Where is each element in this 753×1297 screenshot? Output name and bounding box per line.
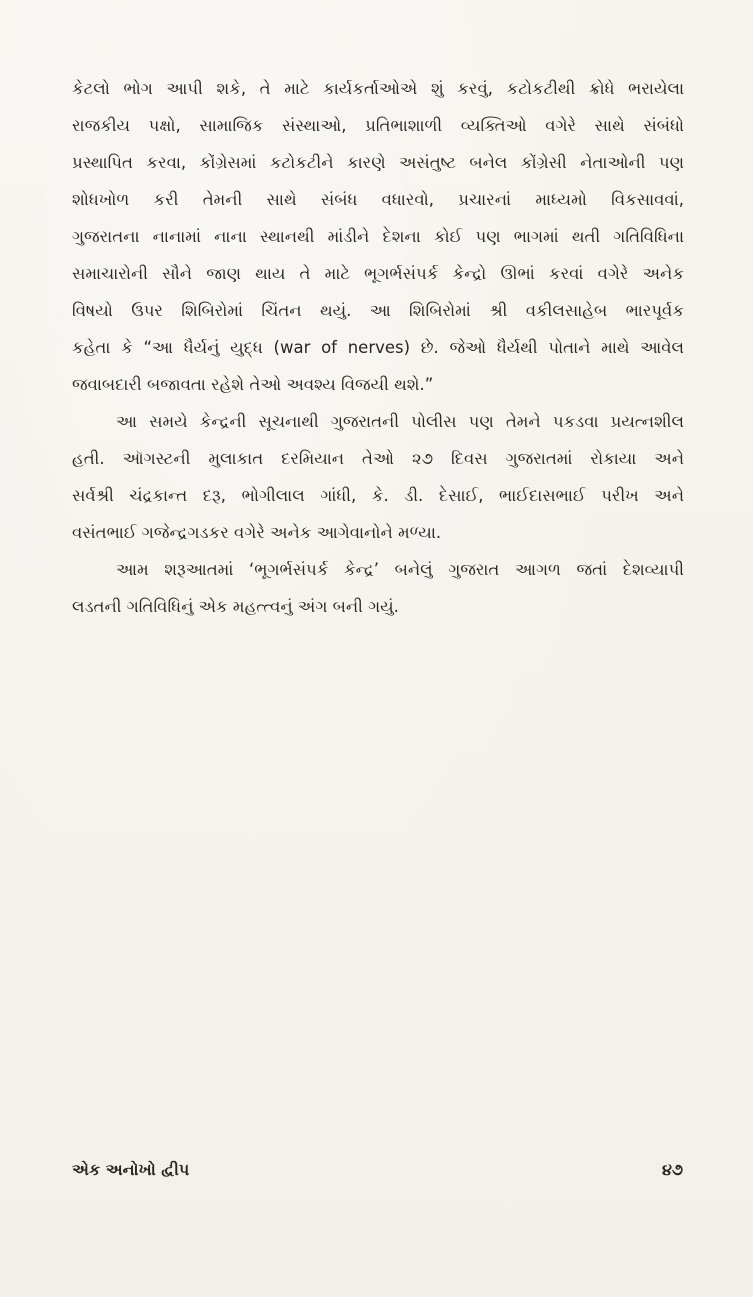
text-line: સમાચારોની સૌને જાણ થાય તે માટે ભૂગર્ભસંપર્ક કેન્દ્રો ઊભાં કરવાં વગેરે અનેક <box>72 264 684 283</box>
text-line: લડતની ગતિવિધિનું એક મહત્ત્વનું અંગ બની ગયું. <box>72 597 399 616</box>
text-line: કહેતા કે “આ ધૈર્યનું યુદ્ધ (war of nerves) છે. જેઓ ધૈર્યથી પોતાને માથે આવેલ <box>72 338 684 357</box>
page-number: ૪૭ <box>661 1160 683 1179</box>
text-line: શોધખોળ કરી તેમની સાથે સંબંધ વધારવો, પ્રચારનાં માધ્યમો વિકસાવવાં, <box>72 190 684 209</box>
text-line: વિષયો ઉપર શિબિરોમાં ચિંતન થયું. આ શિબિરોમાં શ્રી વકીલસાહેબ ભારપૂર્વક <box>72 301 684 320</box>
running-footer-title: એક અનોખો દ્વીપ <box>72 1160 190 1179</box>
text-line: રાજકીય પક્ષો, સામાજિક સંસ્થાઓ, પ્રતિભાશાળી વ્યક્તિઓ વગેરે સાથે સંબંધો <box>72 116 684 135</box>
text-line: હતી. ઑગસ્ટની મુલાકાત દરમિયાન તેઓ ૨૭ દિવસ ગુજરાતમાં રોકાયા અને <box>72 449 684 468</box>
paragraph-start-line: આ સમયે કેન્દ્રની સૂચનાથી ગુજરાતની પોલીસ પણ તેમને પકડવા પ્રયત્નશીલ <box>116 412 684 431</box>
text-line: જવાબદારી બજાવતા રહેશે તેઓ અવશ્ય વિજયી થશે.” <box>72 375 434 394</box>
paragraph-start-line: આમ શરૂઆતમાં ‘ભૂગર્ભસંપર્ક કેન્દ્ર’ બનેલું ગુજરાત આગળ જતાં દેશવ્યાપી <box>116 560 684 579</box>
text-line: વસંતભાઈ ગજેન્દ્રગડકર વગેરે અનેક આગેવાનોને મળ્યા. <box>72 523 442 542</box>
text-line: કેટલો ભોગ આપી શકે, તે માટે કાર્યકર્તાઓએ શું કરવું, કટોકટીથી ક્રોધે ભરાયેલા <box>72 79 684 98</box>
text-line: પ્રસ્થાપિત કરવા, કોંગ્રેસમાં કટોકટીને કારણે અસંતુષ્ટ બનેલ કોંગ્રેસી નેતાઓની પણ <box>72 153 684 172</box>
text-line: ગુજરાતના નાનામાં નાના સ્થાનથી માંડીને દેશના કોઈ પણ ભાગમાં થતી ગતિવિધિના <box>72 227 684 246</box>
text-line: સર્વશ્રી ચંદ્રકાન્ત દરૂ, ભોગીલાલ ગાંધી, કે. ડી. દેસાઈ, ભાઈદાસભાઈ પરીખ અને <box>72 486 684 505</box>
body-text <box>72 70 684 625</box>
